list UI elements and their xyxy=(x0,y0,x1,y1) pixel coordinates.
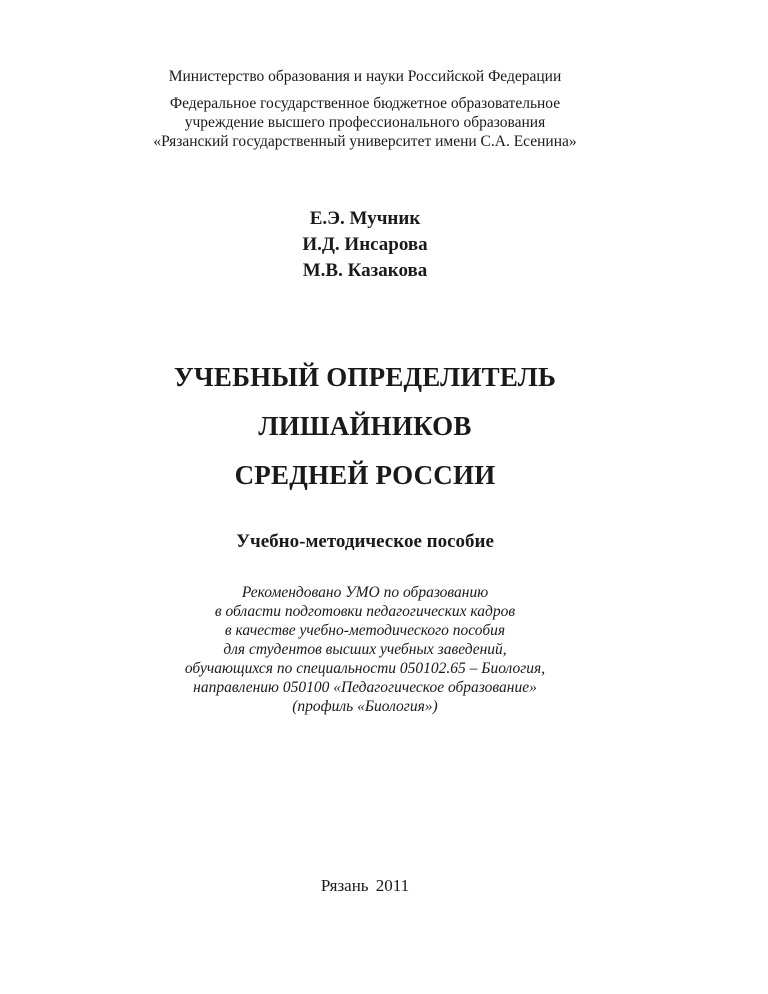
author-name: Е.Э. Мучник xyxy=(309,208,421,229)
author-name: М.В. Казакова xyxy=(302,260,428,281)
recommendation-line: в качестве учебно-методического пособия xyxy=(224,622,506,639)
publication-place-year: Рязань 2011 xyxy=(320,876,410,895)
author-name: И.Д. Инсарова xyxy=(302,234,428,255)
recommendation-line: направлению 050100 «Педагогическое образование» xyxy=(193,679,537,696)
title-line: УЧЕБНЫЙ ОПРЕДЕЛИТЕЛЬ xyxy=(173,362,557,392)
title-line: СРЕДНЕЙ РОССИИ xyxy=(234,460,496,490)
authors-block xyxy=(0,206,730,284)
recommendation-line: (профиль «Биология») xyxy=(292,698,438,715)
book-subtitle: Учебно-методическое пособие xyxy=(236,531,494,552)
institution-line: «Рязанский государственный университет имени С.А. Есенина» xyxy=(153,133,577,150)
institution-line: учреждение высшего профессионального образования xyxy=(184,114,546,131)
recommendation-line: обучающихся по специальности 050102.65 – Биология, xyxy=(184,660,546,677)
institution-line: Федеральное государственное бюджетное образовательное xyxy=(169,95,561,112)
recommendation-line: в области подготовки педагогических кадров xyxy=(214,603,516,620)
recommendation-block xyxy=(0,583,730,716)
recommendation-line: для студентов высших учебных заведений, xyxy=(223,641,507,658)
institution-name xyxy=(0,94,730,151)
title-line: ЛИШАЙНИКОВ xyxy=(258,411,472,441)
book-title xyxy=(0,353,730,500)
recommendation-line: Рекомендовано УМО по образованию xyxy=(241,584,489,601)
ministry-name: Министерство образования и науки Российской Федерации xyxy=(168,68,562,85)
